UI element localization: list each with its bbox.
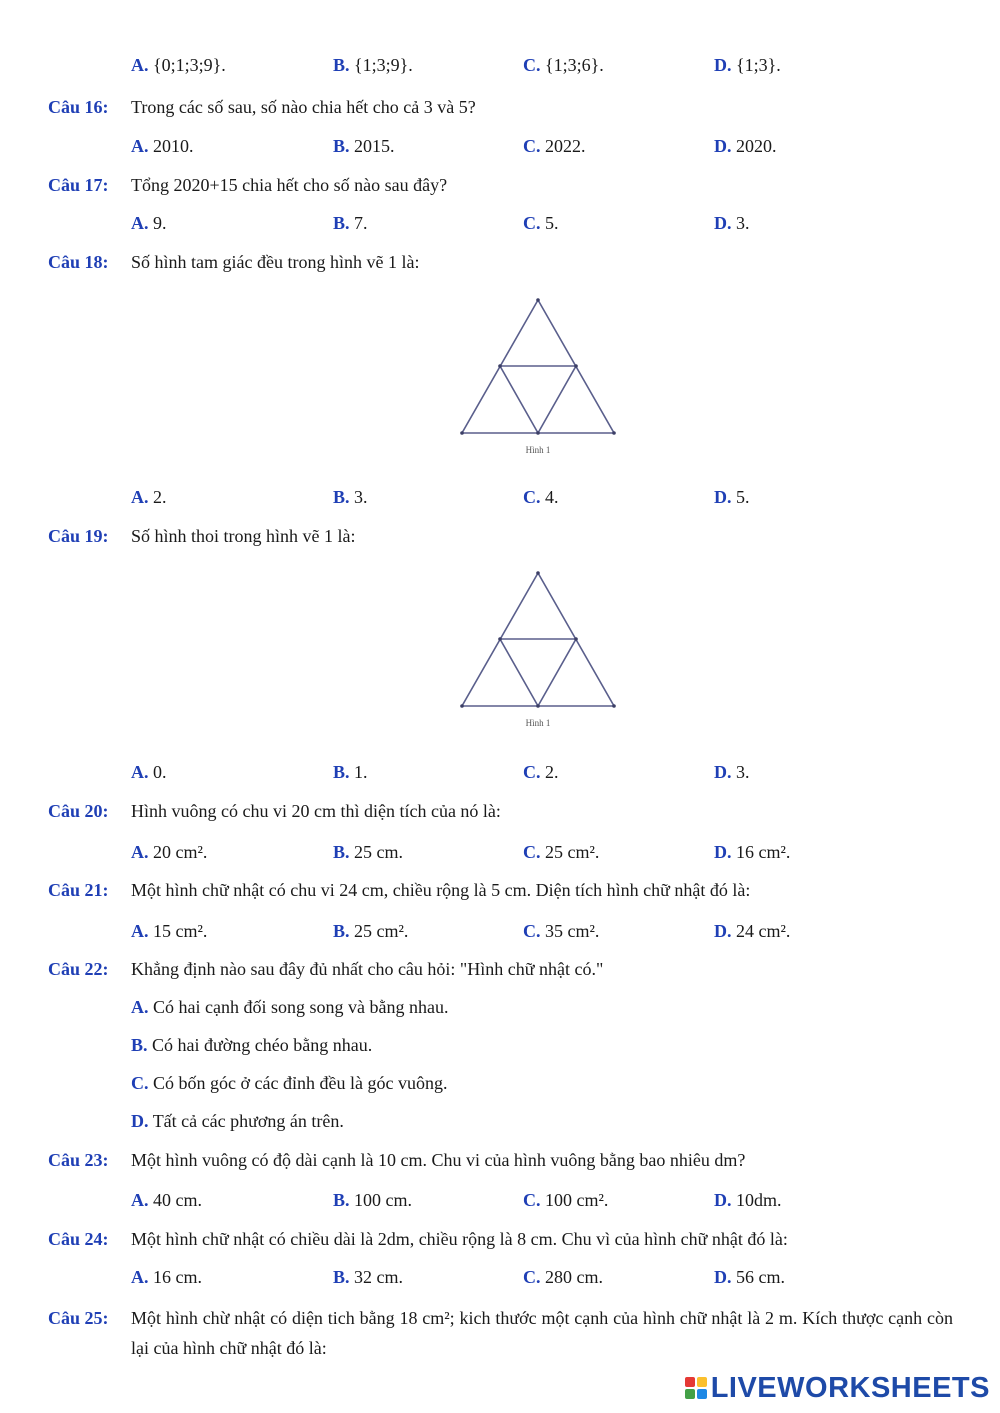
question-label: Câu 22: [48, 959, 109, 979]
option-text: 280 cm. [545, 1267, 603, 1287]
option-text: 100 cm. [354, 1190, 413, 1210]
question-text: Số hình tam giác đều trong hình vẽ 1 là: [131, 252, 420, 272]
q19-option-c [523, 760, 559, 784]
q20-option-a [131, 840, 207, 864]
q15-option-b [333, 53, 413, 77]
option-letter: A. [131, 842, 149, 862]
option-text: 24 cm². [736, 921, 791, 941]
option-letter: D. [714, 1267, 732, 1287]
option-letter: D. [714, 55, 732, 75]
option-letter: C. [523, 213, 541, 233]
q22-option-a [131, 995, 448, 1019]
figure-caption: Hình 1 [525, 445, 551, 455]
q21-option-a [131, 919, 207, 943]
question-label: Câu 23: [48, 1150, 109, 1170]
option-letter: C. [523, 762, 541, 782]
option-text: {1;3;9}. [354, 55, 413, 75]
question-label: Câu 25: [48, 1308, 109, 1328]
q16-option-b [333, 134, 395, 158]
option-letter: C. [523, 1267, 541, 1287]
option-text: 1. [354, 762, 368, 782]
question-label: Câu 20: [48, 801, 109, 821]
option-letter: B. [333, 762, 350, 782]
option-text: 3. [354, 487, 368, 507]
question-label: Câu 21: [48, 880, 109, 900]
option-letter: D. [714, 487, 732, 507]
question-text: Hình vuông có chu vi 20 cm thì diện tích của nó là: [131, 801, 501, 821]
option-text: 25 cm. [354, 842, 404, 862]
option-text: 5. [545, 213, 559, 233]
q21-option-b [333, 919, 408, 943]
q24-option-b [333, 1265, 403, 1289]
q15-option-c [523, 53, 604, 77]
q20-option-c [523, 840, 599, 864]
option-text: 32 cm. [354, 1267, 404, 1287]
question-label: Câu 19: [48, 526, 109, 546]
option-letter: D. [714, 1190, 732, 1210]
option-letter: B. [131, 1035, 148, 1055]
option-letter: C. [131, 1073, 149, 1093]
question-label: Câu 24: [48, 1229, 109, 1249]
option-text: Có hai cạnh đối song song và bằng nhau. [153, 997, 449, 1017]
q22-option-b [131, 1033, 372, 1057]
option-letter: A. [131, 1190, 149, 1210]
triangle-diagram [455, 293, 620, 458]
option-letter: A. [131, 921, 149, 941]
liveworksheets-logo [685, 1371, 990, 1405]
q21-option-c [523, 919, 599, 943]
option-letter: D. [714, 921, 732, 941]
option-text: Tất cả các phương án trên. [152, 1111, 344, 1131]
option-letter: B. [333, 136, 350, 156]
figure-caption: Hình 1 [525, 718, 551, 728]
triangle-diagram [455, 566, 620, 731]
question-label: Câu 17: [48, 175, 109, 195]
question-text: Trong các số sau, số nào chia hết cho cả 3 và 5? [131, 97, 476, 117]
q18-option-c [523, 485, 559, 509]
option-letter: C. [523, 921, 541, 941]
option-text: 100 cm². [545, 1190, 609, 1210]
option-letter: A. [131, 136, 149, 156]
q18-option-a [131, 485, 167, 509]
option-text: 3. [736, 762, 750, 782]
triangle-figure-1 [455, 293, 620, 458]
option-text: 20 cm². [153, 842, 208, 862]
option-letter: B. [333, 1267, 350, 1287]
option-text: 16 cm². [736, 842, 791, 862]
q16-option-d [714, 134, 777, 158]
option-text: 7. [354, 213, 368, 233]
option-text: Có hai đường chéo bằng nhau. [152, 1035, 373, 1055]
option-text: 40 cm. [153, 1190, 202, 1210]
option-letter: A. [131, 1267, 149, 1287]
logo-icon [685, 1377, 707, 1399]
q24-option-d [714, 1265, 785, 1289]
option-text: 2. [153, 487, 167, 507]
q20-option-b [333, 840, 403, 864]
q15-option-a [131, 53, 226, 77]
option-letter: C. [523, 842, 541, 862]
q21-option-d [714, 919, 790, 943]
option-text: 2010. [153, 136, 194, 156]
option-letter: B. [333, 842, 350, 862]
question-label: Câu 18: [48, 252, 109, 272]
option-letter: C. [523, 487, 541, 507]
question-text: Khẳng định nào sau đây đủ nhất cho câu hỏi: "Hình chữ nhật có." [131, 959, 604, 979]
option-text: {1;3;6}. [545, 55, 604, 75]
q19-option-b [333, 760, 368, 784]
question-text: Số hình thoi trong hình vẽ 1 là: [131, 526, 356, 546]
q24-option-a [131, 1265, 202, 1289]
question-text: Một hình chữ nhật có chu vi 24 cm, chiều rộng là 5 cm. Diện tích hình chữ nhật đó là: [131, 880, 751, 900]
question-text: Một hình chữ nhật có chiều dài là 2dm, chiều rộng là 8 cm. Chu vì của hình chữ nhật đó là: [131, 1229, 788, 1249]
option-text: {1;3}. [736, 55, 781, 75]
question-text: Một hình chừ nhật có diện tich bằng 18 cm²; kich thước một cạnh của hình chữ nhật là 2 m. Kích thược cạnh còn lại của hình chữ nhật đó là: [131, 1308, 953, 1358]
option-text: 2. [545, 762, 559, 782]
q17-option-a [131, 211, 167, 235]
option-letter: B. [333, 1190, 350, 1210]
option-text: 0. [153, 762, 167, 782]
q24-option-c [523, 1265, 603, 1289]
option-text: 2022. [545, 136, 586, 156]
option-letter: A. [131, 487, 149, 507]
option-text: 15 cm². [153, 921, 208, 941]
q23-option-c [523, 1188, 608, 1212]
q15-option-d [714, 53, 781, 77]
option-letter: A. [131, 997, 149, 1017]
option-text: Có bốn góc ở các đỉnh đều là góc vuông. [153, 1073, 448, 1093]
option-letter: D. [714, 762, 732, 782]
q17-option-b [333, 211, 368, 235]
option-text: 9. [153, 213, 167, 233]
option-letter: B. [333, 921, 350, 941]
option-letter: A. [131, 213, 149, 233]
option-letter: C. [523, 55, 541, 75]
q17-option-c [523, 211, 559, 235]
option-text: 3. [736, 213, 750, 233]
q22-option-d [131, 1109, 344, 1133]
option-text: 35 cm². [545, 921, 600, 941]
q19-option-a [131, 760, 167, 784]
option-text: 5. [736, 487, 750, 507]
option-text: 16 cm. [153, 1267, 202, 1287]
question-label: Câu 16: [48, 97, 109, 117]
logo-text: LIVEWORKSHEETS [710, 1371, 990, 1404]
q17-option-d [714, 211, 750, 235]
question-text: Một hình vuông có độ dài cạnh là 10 cm. Chu vi của hình vuông bằng bao nhiêu dm? [131, 1150, 746, 1170]
option-text: 2015. [354, 136, 395, 156]
option-text: 2020. [736, 136, 777, 156]
option-text: 10dm. [736, 1190, 782, 1210]
q18-option-b [333, 485, 368, 509]
option-letter: D. [714, 842, 732, 862]
option-text: {0;1;3;9}. [153, 55, 226, 75]
option-letter: B. [333, 55, 350, 75]
option-letter: D. [131, 1111, 149, 1131]
q23-option-a [131, 1188, 202, 1212]
q23-option-d [714, 1188, 782, 1212]
q16-option-c [523, 134, 586, 158]
q18-option-d [714, 485, 750, 509]
option-letter: B. [333, 487, 350, 507]
option-text: 25 cm². [545, 842, 600, 862]
option-text: 25 cm². [354, 921, 409, 941]
triangle-figure-2 [455, 566, 620, 731]
q23-option-b [333, 1188, 412, 1212]
option-text: 4. [545, 487, 559, 507]
option-letter: D. [714, 213, 732, 233]
option-letter: C. [523, 136, 541, 156]
q16-option-a [131, 134, 194, 158]
option-letter: B. [333, 213, 350, 233]
option-letter: A. [131, 55, 149, 75]
q20-option-d [714, 840, 790, 864]
q19-option-d [714, 760, 750, 784]
option-letter: D. [714, 136, 732, 156]
option-letter: C. [523, 1190, 541, 1210]
option-letter: A. [131, 762, 149, 782]
question-text: Tổng 2020+15 chia hết cho số nào sau đây? [131, 175, 448, 195]
option-text: 56 cm. [736, 1267, 785, 1287]
q22-option-c [131, 1071, 447, 1095]
